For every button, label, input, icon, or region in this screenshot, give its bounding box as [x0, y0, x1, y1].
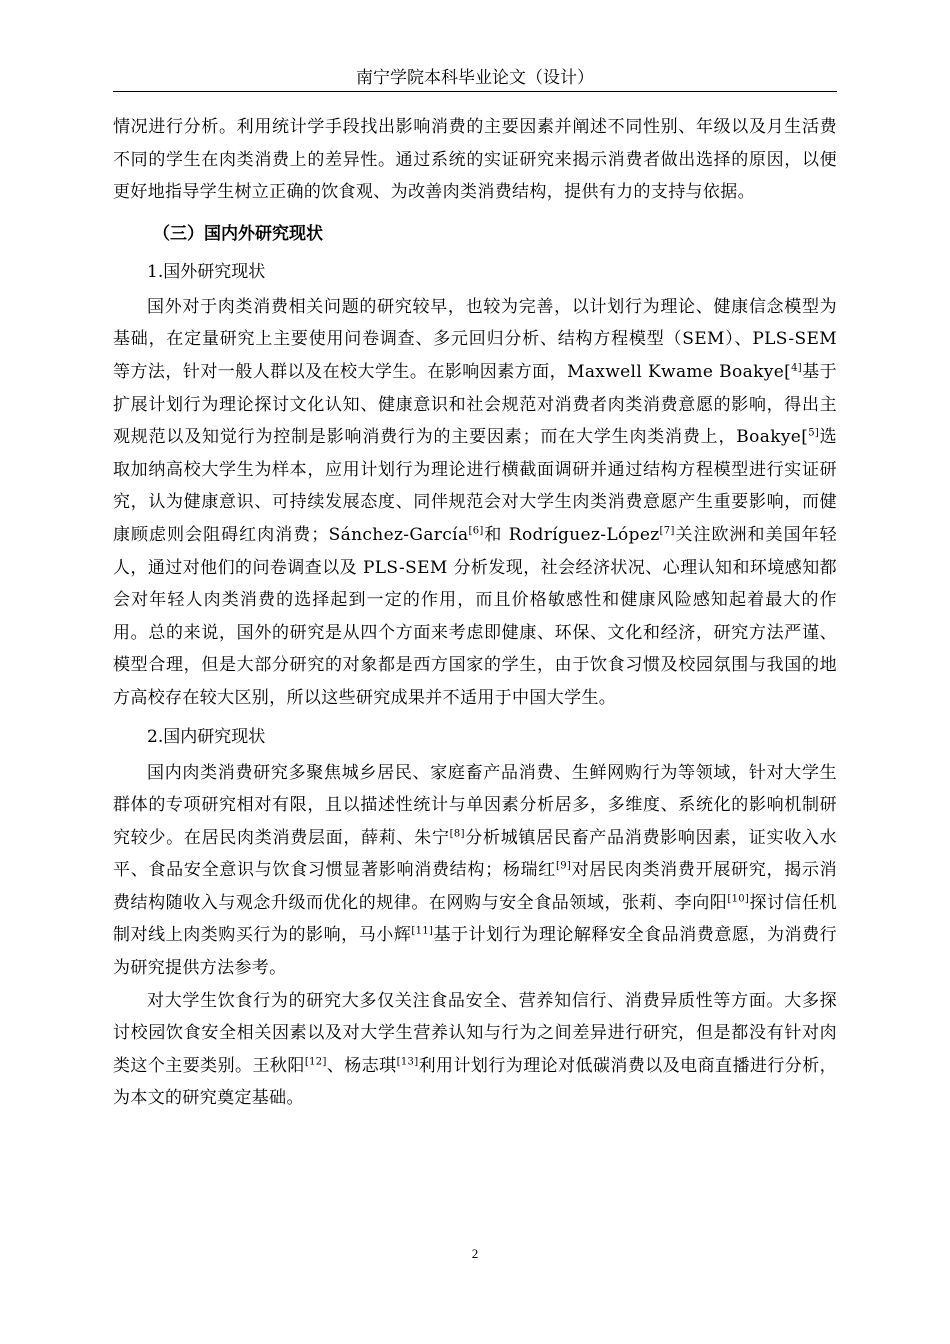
citation-4: 4] [791, 362, 803, 374]
citation-10: [10] [727, 893, 750, 905]
citation-9: [9] [556, 860, 572, 872]
text-run: 和 Rodríguez-López [483, 524, 660, 545]
text-run: 基于计划行为理论解释安全食品消费意愿，为消费行为研究提供方法参考。 [113, 925, 837, 979]
text-run: 对大学生饮食行为的研究大多仅关注食品安全、营养知信行、消费异质性等方面。大多探讨校园饮食安全相关因素以及对大学生营养认知与行为之间差异进行研究，但是都没有针对肉类这个主要类别。王秋阳 [113, 990, 837, 1076]
citation-6: [6] [468, 525, 484, 537]
citation-11: [11] [411, 925, 434, 937]
citation-5: 5] [808, 427, 820, 439]
paragraph-student-diet-research [113, 985, 837, 1115]
text-run: 国外对于肉类消费相关问题的研究较早，也较为完善，以计划行为理论、健康信念模型为基础，在定量研究上主要使用问卷调查、多元回归分析、结构方程模型（SEM）、PLS-SEM 等方法，针对一般人群以及在校大学生。在影响因素方面，Maxwell Kwame Boakye[ [113, 296, 837, 382]
section-heading-research-status: （三）国内外研究现状 [153, 223, 323, 244]
paragraph-intro-continuation: 情况进行分析。利用统计学手段找出影响消费的主要因素并阐述不同性别、年级以及月生活费不同的学生在肉类消费上的差异性。通过系统的实证研究来揭示消费者做出选择的原因，以便更好地指导学生树立正确的饮食观、为改善肉类消费结构，提供有力的支持与依据。 [113, 117, 837, 203]
citation-13: [13] [396, 1056, 419, 1068]
page-header: 南宁学院本科毕业论文（设计） [113, 66, 837, 92]
text-run: 选取加纳高校大学生为样本，应用计划行为理论进行横截面调研并通过结构方程模型进行实证研究，认为健康意识、可持续发展态度、同伴规范会对大学生肉类消费意愿产生重要影响，而健康顾虑则会阻碍红肉消费；Sánchez-García [113, 427, 837, 545]
page-number: 2 [471, 1246, 479, 1261]
citation-7: [7] [659, 525, 675, 537]
subheading-foreign-research: 1.国外研究现状 [147, 261, 266, 282]
text-run: 国内肉类消费研究多聚焦城乡居民、家庭畜产品消费、生鲜网购行为等领域，针对大学生群体的专项研究相对有限，且以描述性统计与单因素分析居多，多维度、系统化的影响机制研究较少。在居民肉类消费层面，薛莉、朱宁 [113, 762, 837, 848]
citation-8: [8] [449, 828, 465, 840]
citation-12: [12] [304, 1056, 327, 1068]
text-run: 探讨信任机制对线上肉类购买行为的影响，马小辉 [113, 892, 838, 946]
text-run: 基于扩展计划行为理论探讨文化认知、健康意识和社会规范对消费者肉类消费意愿的影响，得出主观规范以及知觉行为控制是影响消费行为的主要因素；而在大学生肉类消费上，Boakye[ [113, 361, 837, 448]
text-run: 对居民肉类消费开展研究，揭示消费结构随收入与观念升级而优化的规律。在网购与安全食品领域，张莉、李向阳 [113, 860, 838, 913]
text-run: 分析城镇居民畜产品消费影响因素，证实收入水平、食品安全意识与饮食习惯显著影响消费结构；杨瑞红 [113, 827, 837, 881]
text-run: 、杨志琪 [326, 1055, 397, 1076]
subheading-domestic-research: 2.国内研究现状 [147, 726, 266, 747]
page-body [113, 111, 837, 1115]
text-run: 关注欧洲和美国年轻人，通过对他们的问卷调查以及 PLS-SEM 分析发现，社会经济状况、心理认知和环境感知都会对年轻人肉类消费的选择起到一定的作用，而且价格敏感性和健康风险感知起着最大的作用。总的来说，国外的研究是从四个方面来考虑即健康、环保、文化和经济，研究方法严谨、模型合理，但是大部分研究的对象都是西方国家的学生，由于饮食习惯及校园氛围与我国的地方高校存在较大区别，所以这些研究成果并不适用于中国大学生。 [113, 524, 837, 708]
paragraph-foreign-research [113, 291, 837, 715]
paragraph-domestic-research [113, 757, 837, 985]
text-run: 利用计划行为理论对低碳消费以及电商直播进行分析，为本文的研究奠定基础。 [113, 1055, 838, 1109]
